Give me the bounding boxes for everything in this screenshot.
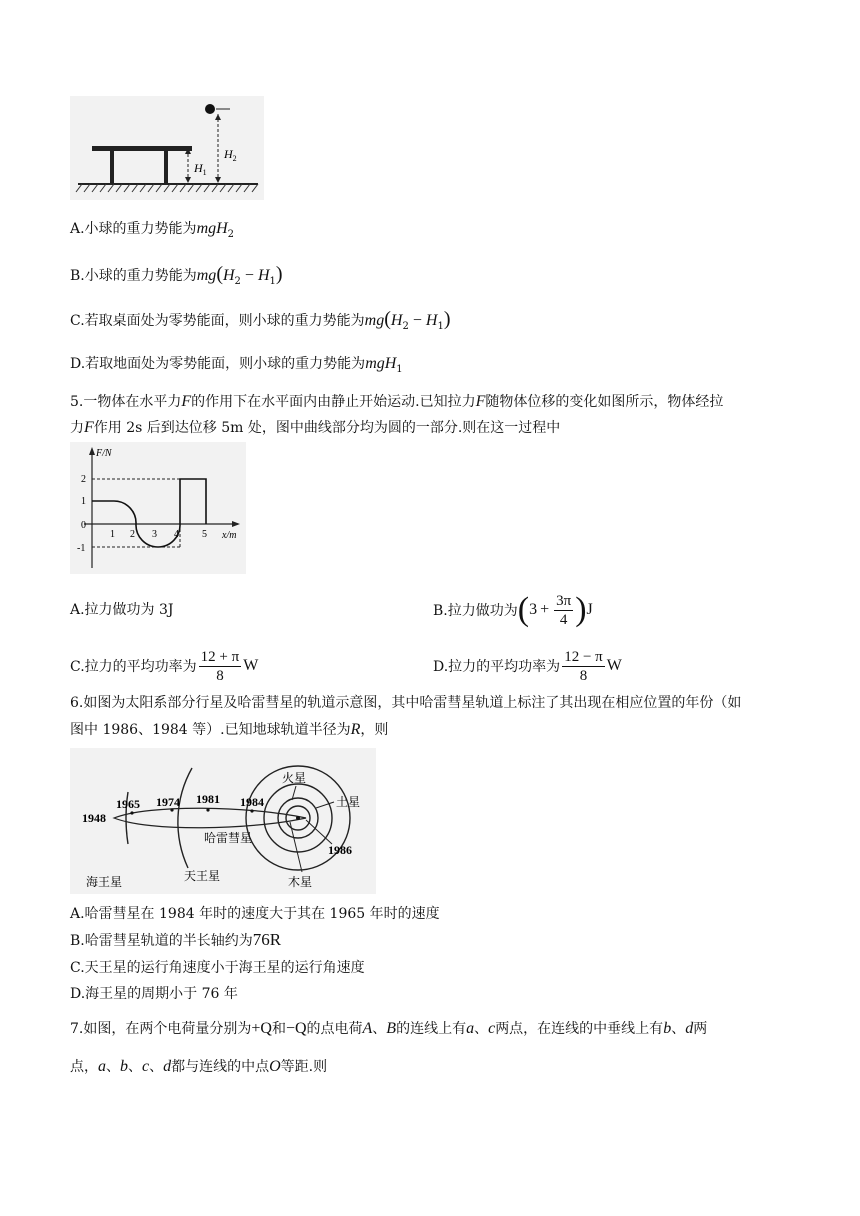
year-label: 1981	[196, 792, 220, 806]
y-tick: -1	[77, 543, 86, 554]
table-top	[92, 146, 192, 151]
comet-label: 哈雷彗星	[204, 831, 253, 845]
table-ball-figure	[70, 96, 264, 200]
year-label: 1965	[116, 797, 140, 811]
solar-system-orbit-figure	[70, 748, 376, 894]
table-leg-left	[110, 151, 114, 184]
q7-stem-line2: 点，a、b、c、d都与连线的中点O等距.则	[70, 1058, 328, 1075]
x-tick: 4	[174, 529, 179, 540]
force-step	[180, 479, 206, 524]
x-tick: 5	[202, 529, 207, 540]
q7-stem-line1: 7.如图，在两个电荷量分别为+Q和−Q的点电荷A、B的连线上有a、c两点，在连线的中垂线上有b、d两	[70, 1020, 708, 1037]
q4-option-a: A.小球的重力势能为mgH$_2$	[70, 220, 235, 240]
planet-label-mars: 火星	[282, 771, 307, 785]
halley-orbit	[114, 808, 306, 828]
h2-label: $H_2$	[224, 147, 237, 163]
y-tick: 1	[81, 496, 86, 507]
year-label: 1984	[240, 795, 264, 809]
y-tick: 2	[81, 474, 86, 485]
q5-option-b: B.拉力做功为 ( 3 + $\frac{3\pi}{4}$ ) J	[433, 591, 593, 628]
q4-option-b: B.小球的重力势能为$mg(H_2 - H_1)$	[70, 263, 283, 287]
q5-option-c: C.拉力的平均功率为 $\frac{12 + \pi}{8}$ W	[70, 648, 259, 684]
sun	[296, 816, 300, 820]
table-leg-right	[164, 151, 168, 184]
option-text: A.小球的重力势能为	[70, 221, 197, 237]
planet-label-uranus: 天王星	[184, 869, 221, 883]
q4-option-d: D.若取地面处为零势能面，则小球的重力势能为mgH$_1$	[70, 355, 403, 375]
table-ball-diagram	[70, 96, 264, 200]
year-label: 1948	[82, 811, 106, 825]
fraction: $\frac{3\pi}{4}$	[556, 592, 572, 628]
q6-stem-line1: 6.如图为太阳系部分行星及哈雷彗星的轨道示意图，其中哈雷彗星轨道上标注了其出现在相应位置的年份（如	[70, 695, 742, 711]
q6-option-a: A.哈雷彗星在 1984 年时的速度大于其在 1965 年时的速度	[70, 906, 440, 922]
q6-stem-line2: 图中 1986、1984 等）.已知地球轨道半径为R，则	[70, 721, 389, 738]
y-axis-label: F/N	[96, 448, 112, 459]
ball	[205, 104, 215, 114]
planet-label-neptune: 海王星	[86, 875, 123, 889]
force-graph-svg	[70, 442, 246, 574]
option-text: D.若取地面处为零势能面，则小球的重力势能为	[70, 356, 366, 372]
orbit-diagram	[70, 748, 376, 894]
force-displacement-graph	[70, 442, 246, 574]
q5-option-a: A.拉力做功为 3J	[70, 602, 174, 618]
x-tick: 2	[130, 529, 135, 540]
fraction: $\frac{12 - \pi}{8}$	[564, 648, 603, 684]
q5-stem-line2: 力F作用 2s 后到达位移 5m 处，图中曲线部分均为圆的一部分.则在这一过程中	[70, 419, 561, 436]
q6-option-c: C.天王星的运行角速度小于海王星的运行角速度	[70, 960, 365, 976]
y-tick: 0	[81, 520, 86, 531]
fraction: $\frac{12 + \pi}{8}$	[200, 648, 240, 684]
year-label: 1974	[156, 795, 180, 809]
x-axis-label: x/m	[222, 530, 237, 541]
uranus-orbit	[178, 768, 192, 868]
formula: mgH	[365, 355, 397, 372]
q5-option-d: D.拉力的平均功率为 $\frac{12 - \pi}{8}$ W	[433, 648, 622, 684]
planet-label-saturn: 土星	[336, 795, 361, 809]
q4-option-c: C.若取桌面处为零势能面，则小球的重力势能为$mg(H_2 - H_1)$	[70, 308, 451, 332]
h1-label: $H_1$	[194, 161, 207, 177]
planet-label-jupiter: 木星	[288, 875, 313, 889]
year-label: 1986	[328, 843, 352, 857]
option-text: C.若取桌面处为零势能面，则小球的重力势能为	[70, 313, 365, 329]
x-tick: 1	[110, 529, 115, 540]
formula: mgH	[196, 220, 228, 237]
q5-stem-line1: 5.一物体在水平力F的作用下在水平面内由静止开始运动.已知拉力F随物体位移的变化如图所示，物体经拉	[70, 393, 724, 410]
option-text: B.小球的重力势能为	[70, 268, 197, 284]
ground-hatching	[76, 184, 258, 192]
q6-option-d: D.海王星的周期小于 76 年	[70, 986, 238, 1002]
x-tick: 3	[152, 529, 157, 540]
q6-option-b: B.哈雷彗星轨道的半长轴约为76R	[70, 930, 282, 949]
